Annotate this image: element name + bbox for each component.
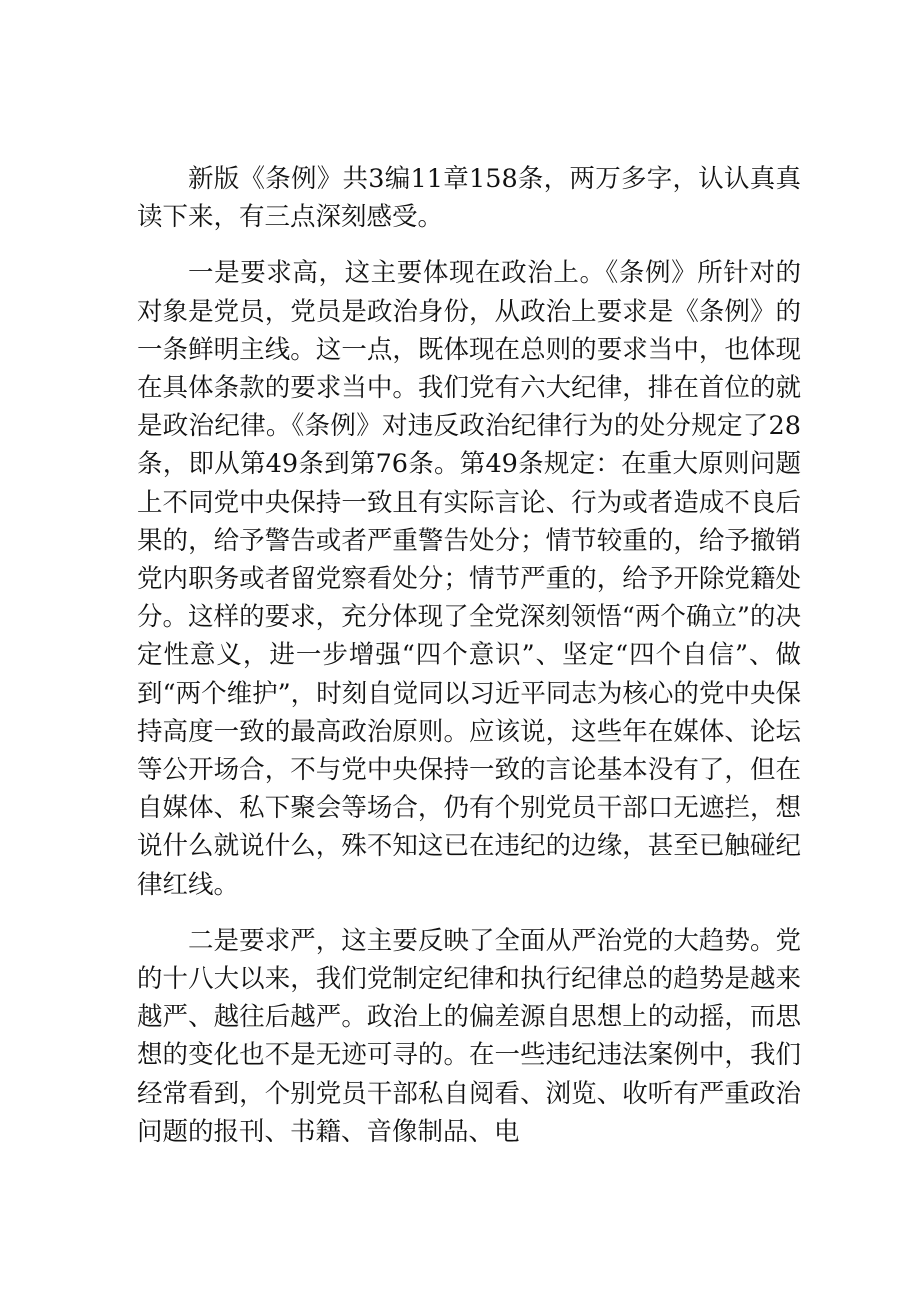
paragraph-point-one: 一是要求高，这主要体现在政治上。《条例》所针对的对象是党员，党员是政治身份，从政治上要求是《条例》的一条鲜明主线。这一点，既体现在总则的要求当中，也体现在具体条款的要求当中。我们党有六大纪律，排在首位的就是政治纪律。《条例》对违反政治纪律行为的处分规定了28条，即从第49条到第76条。第49条规定：在重大原则问题上不同党中央保持一致且有实际言论、行为或者造成不良后果的，给予警告或者严重警告处分；情节较重的，给予撤销党内职务或者留党察看处分；情节严重的，给予开除党籍处分。这样的要求，充分体现了全党深刻领悟“两个确立”的决定性意义，进一步增强“四个意识”、坚定“四个自信”、做到“两个维护”，时刻自觉同以习近平同志为核心的党中央保持高度一致的最高政治原则。应该说，这些年在媒体、论坛等公开场合，不与党中央保持一致的言论基本没有了，但在自媒体、私下聚会等场合，仍有个别党员干部口无遮拦，想说什么就说什么，殊不知这已在违纪的边缘，甚至已触碰纪律红线。 <box>137 258 801 900</box>
paragraph-intro: 新版《条例》共3编11章158条，两万多字，认认真真读下来，有三点深刻感受。 <box>137 164 801 233</box>
document-body <box>137 160 801 1151</box>
paragraph-point-two: 二是要求严，这主要反映了全面从严治党的大趋势。党的十八大以来，我们党制定纪律和执行纪律总的趋势是越来越严、越往后越严。政治上的偏差源自思想上的动摇，而思想的变化也不是无迹可寻的。在一些违纪违法案例中，我们经常看到，个别党员干部私自阅看、浏览、收听有严重政治问题的报刊、书籍、音像制品、电 <box>137 925 801 1147</box>
